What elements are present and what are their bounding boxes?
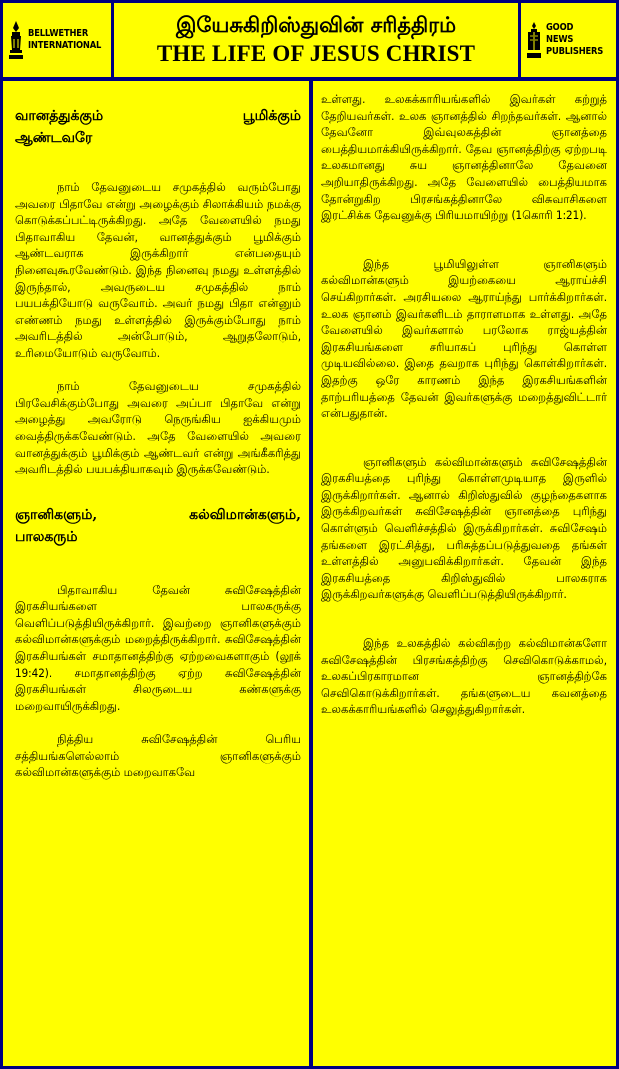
right-paragraph: உள்ளது. உலகக்காரியங்களில் இவர்கள் கற்றுத் தேறியவர்கள். உலக ஞானத்தில் சிறந்தவர்கள். ஆனால் தேவனோ இவ்வுலகத்தின் ஞானத்தை பைத்தியமாக்கியிருக்கிறார். தேவ ஞானத்திற்கு ஏற்றபடி உலகமானது சுய ஞானத்தினாலே தேவனை அறியாதிருக்கிறது. அதே வேளையில் பைத்தியமாக தோன்றுகிற பிரசங்கத்தினாலே விசுவாசிகளை இரட்சிக்க தேவனுக்கு பிரியமாயிற்று (1கொரி 1:21). [321, 92, 607, 223]
bellwether-text: BELLWETHER [28, 28, 89, 39]
right-paragraph: இந்த பூமியிலுள்ள ஞானிகளும் கல்விமான்களும் இயற்கையை ஆராய்ச்சி செய்கிறார்கள். அரசியலை ஆராய்ந்து பார்க்கிறார்கள். உலக ஞானம் இவர்களிடம் தாராளமாக உள்ளது. அதே வேளையில் இவர்களால் பரலோக ராஜ்யத்தின் இரகசியங்களை சரியாகப் புரிந்து கொள்ள முடியவில்லை. இதை தவறாக புரிந்து கொள்கிறார்கள். இதற்கு ஒரே காரணம் இந்த இரகசியங்களின் தாற்பரியத்தை தேவன் இவர்களுக்கு மறைத்துவிட்டார் என்பதுதான். [321, 256, 607, 421]
international-text: INTERNATIONAL [28, 40, 102, 51]
good-news-logo [521, 3, 616, 77]
book-icon [526, 20, 542, 60]
section1-heading: வானத்துக்கும் பூமிக்கும் [15, 108, 301, 124]
section2-paragraph: நித்திய சுவிசேஷத்தின் பெரிய சத்தியங்களெல்லாம் ஞானிகளுக்கும் கல்விமான்களுக்கும் மறைவாகவே [15, 732, 301, 780]
section2-heading-line2: பாலகரும் [15, 528, 78, 545]
left-column [3, 81, 309, 1066]
right-paragraph: இந்த உலகத்தில் கல்விகற்ற கல்விமான்களோ சுவிசேஷத்தின் பிரசங்கத்திற்கு செவிகொடுக்காமல், உலகப்பிரகாரமான ஞானத்திற்கே செவிகொடுக்கிறார்கள். தங்களுடைய கவனத்தை உலகக்காரியங்களில் செலுத்துகிறார்கள். [321, 636, 607, 717]
section2-heading: ஞானிகளும், கல்விமான்களும், [15, 506, 301, 523]
section1-paragraph: நாம் தேவனுடைய சமுகத்தில் பிரவேசிக்கும்போது அவரை அப்பா பிதாவே என்று அழைத்து அவரோடு நெருங்கிய ஐக்கியமும் வைத்திருக்கவேண்டும். அதே வேளையில் அவரை வானத்துக்கும் பூமிக்கும் ஆண்டவர் என்று அங்கீகரித்து அவரிடத்தில் பயபக்தியாகவும் இருக்கவேண்டும். [15, 379, 301, 477]
section1-paragraph: நாம் தேவனுடைய சமுகத்தில் வரும்போது அவரை பிதாவே என்று அழைக்கும் சிலாக்கியம் நமக்கு கொடுக்கப்பட்டிருக்கிறது. அதே வேளையில் நமது பிதாவாகிய தேவன், வானத்துக்கும் பூமிக்கும் ஆண்டவராக இருக்கிறார் என்பதையும் நினைவுகூரவேண்டும். இந்த நினைவு நமது உள்ளத்தில் இருந்தால், அவருடைய சமுகத்தில் நாம் பயபக்தியோடு வருவோம். அவர் நமது பிதா என்னும் எண்ணம் நமது உள்ளத்தில் இருக்கும்போது நாம் அவரிடத்தில் அன்போடும், ஆறுதலோடும், உரிமையோடும் வருவோம். [15, 180, 301, 360]
section2-paragraph: பிதாவாகிய தேவன் சுவிசேஷத்தின் இரகசியங்களை பாலகருக்கு வெளிப்படுத்தியிருக்கிறார். இவற்றை ஞானிகளுக்கும் கல்விமான்களுக்கும் மறைத்திருக்கிறார். சுவிசேஷத்தின் இரகசியங்கள் சமாதானத்திற்கு ஏற்றவைகளாகும் (லூக் 19:42). சமாதானத்திற்கு ஏற்ற சுவிசேஷத்தின் இரகசியங்கள் சிலருடைய கண்களுக்கு மறைவாயிருக்கிறது. [15, 582, 301, 713]
publishers-text: PUBLISHERS [546, 46, 604, 57]
title-tamil: இயேசுகிறிஸ்துவின் சரித்திரம் [175, 12, 457, 37]
good-news-text: GOOD NEWS [546, 22, 574, 45]
title-banner [114, 3, 518, 77]
right-column [313, 81, 616, 1066]
right-paragraph: ஞானிகளும் கல்விமான்களும் சுவிசேஷத்தின் இரகசியத்தை புரிந்து கொள்ளமுடியாத இருளில் இருக்கிறார்கள். ஆனால் கிறிஸ்துவில் குழந்தைகளாக இருக்கிறவர்கள் சுவிசேஷத்தின் ஞானத்தை புரிந்து கொள்ளும் வெளிச்சத்தில் இருக்கிறார்கள். சுவிசேஷம் தங்களை இரட்சித்து, பரிசுத்தப்படுத்துவதை தங்கள் உள்ளத்தில் அனுபவிக்கிறார்கள். தேவன் இந்த இரகசியத்தை கிறிஸ்துவில் பாலகராக இருக்கிறவர்களுக்கு வெளிப்படுத்தியிருக்கிறார். [321, 454, 607, 602]
title-english: THE LIFE OF JESUS CHRIST [156, 41, 476, 66]
bellwether-logo [3, 3, 111, 77]
lamp-icon [8, 20, 24, 60]
section1-heading-line2: ஆண்டவரே [15, 130, 93, 146]
